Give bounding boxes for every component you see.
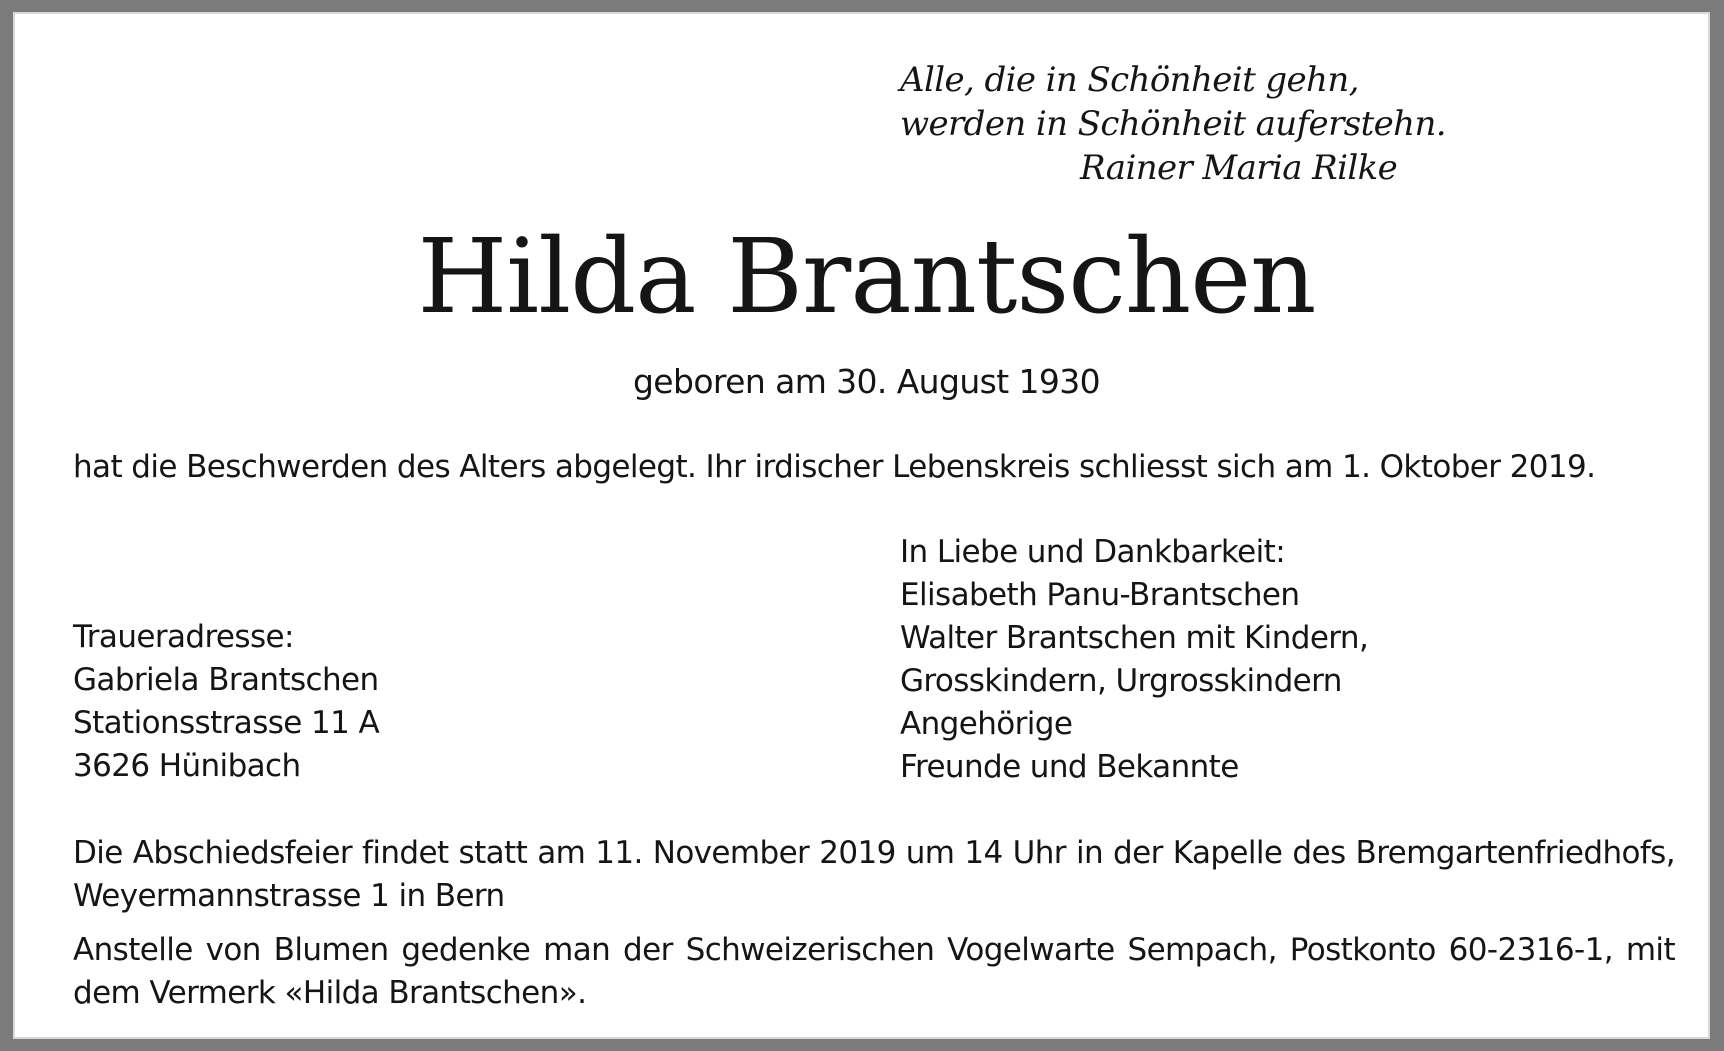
mourning-address	[73, 616, 379, 788]
mourners-list	[900, 531, 1368, 789]
address-line: Stationsstrasse 11 A	[73, 705, 380, 741]
mourner-entry: Walter Brantschen mit Kindern,	[900, 620, 1369, 656]
birth-date: geboren am 30. August 1930	[632, 362, 1101, 401]
rilke-quote	[900, 58, 1446, 190]
address-line: Gabriela Brantschen	[73, 662, 379, 698]
quote-line: Alle, die in Schönheit gehn,	[900, 60, 1359, 100]
obituary-notice	[13, 12, 1710, 1039]
mourners-heading: In Liebe und Dankbarkeit:	[900, 534, 1286, 570]
ceremony-info: Die Abschiedsfeier findet statt am 11. November 2019 um 14 Uhr in der Kapelle des Bremgartenfriedhofs, Weyermannstrasse 1 in Bern	[73, 835, 1675, 914]
mourner-entry: Angehörige	[900, 706, 1073, 742]
mourner-entry: Elisabeth Panu-Brantschen	[900, 577, 1300, 613]
mourner-entry: Grosskindern, Urgrosskindern	[900, 663, 1342, 699]
deceased-name: Hilda Brantschen	[417, 217, 1316, 337]
donation-info: Anstelle von Blumen gedenke man der Schweizerischen Vogelwarte Sempach, Postkonto 60-2316-1, mit dem Vermerk «Hilda Brantschen».	[73, 932, 1675, 1011]
announcement-text: hat die Beschwerden des Alters abgelegt. Ihr irdischer Lebenskreis schliesst sich am 1. Oktober 2019.	[73, 449, 1596, 485]
quote-author: Rainer Maria Rilke	[1080, 148, 1398, 188]
mourner-entry: Freunde und Bekannte	[900, 749, 1239, 785]
address-line: 3626 Hünibach	[73, 748, 301, 784]
address-heading: Traueradresse:	[73, 619, 294, 655]
quote-line: werden in Schönheit auferstehn.	[900, 104, 1446, 144]
